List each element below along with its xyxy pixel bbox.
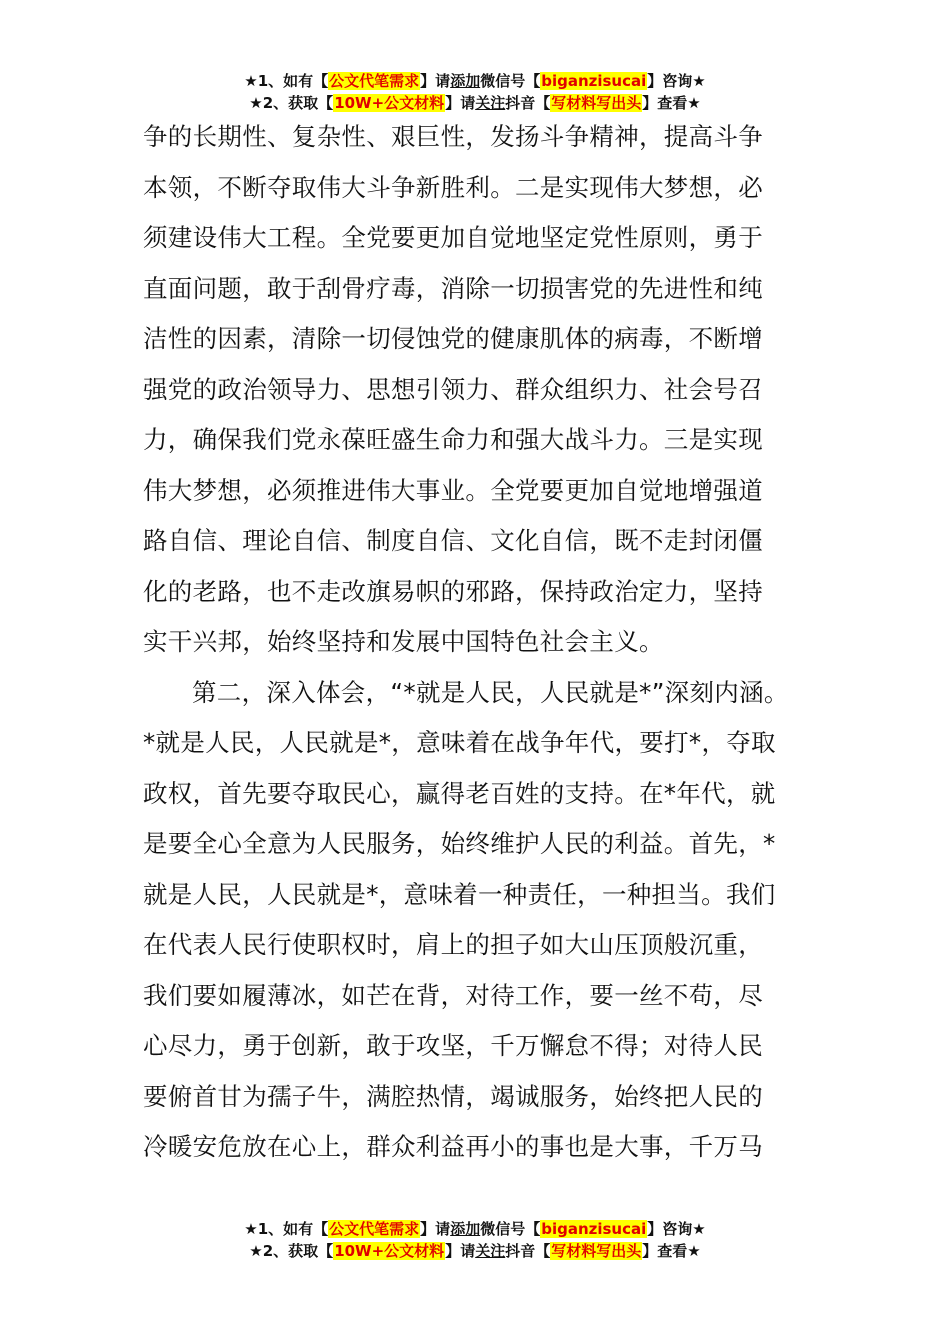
banner-line-1 (0, 70, 950, 92)
body-line: 强党的政治领导力、思想引领力、群众组织力、社会号召 (143, 374, 763, 404)
highlight-service: 公文代笔需求 (329, 72, 420, 90)
banner-text: 】请 (420, 72, 451, 90)
underline-add: 添加 (450, 72, 481, 90)
underline-follow: 关注 (475, 94, 506, 112)
banner-text: ★2、获取【 (249, 1242, 334, 1260)
underline-add: 添加 (450, 1220, 481, 1238)
body-line: 实干兴邦，始终坚持和发展中国特色社会主义。 (143, 627, 664, 656)
body-line: 洁性的因素，清除一切侵蚀党的健康肌体的病毒，不断增 (143, 324, 763, 353)
banner-text: 微信号【 (480, 1220, 541, 1238)
body-line: 我们要如履薄冰，如芒在背，对待工作，要一丝不苟，尽 (143, 980, 763, 1010)
banner-line-1 (0, 1218, 950, 1240)
body-line: 直面问题，敢于刮骨疗毒，消除一切损害党的先进性和纯 (143, 273, 763, 303)
highlight-service: 公文代笔需求 (329, 1220, 420, 1238)
banner-text: 】查看★ (642, 94, 701, 112)
banner-text: 】请 (445, 94, 476, 112)
underline-follow: 关注 (475, 1242, 506, 1260)
banner-text: 抖音【 (505, 1242, 551, 1260)
body-line: 心尽力，勇于创新，敢于攻坚，千万懈怠不得；对待人民 (143, 1031, 763, 1060)
banner-text: ★1、如有【 (244, 1220, 329, 1238)
banner-line-2 (0, 92, 950, 114)
body-line: 政权，首先要夺取民心，赢得老百姓的支持。在*年代，就 (143, 778, 776, 808)
banner-text: 】请 (445, 1242, 476, 1260)
body-line: 本领，不断夺取伟大斗争新胜利。二是实现伟大梦想，必 (143, 172, 763, 202)
banner-text: 抖音【 (505, 94, 551, 112)
body-line: 是要全心全意为人民服务，始终维护人民的利益。首先，* (143, 829, 776, 858)
banner-text: 】咨询★ (647, 1220, 706, 1238)
header-banner (0, 70, 950, 114)
highlight-materials: 10W+公文材料 (334, 1242, 445, 1260)
highlight-materials: 10W+公文材料 (334, 94, 445, 112)
highlight-douyin-account: 写材料写出头 (551, 1242, 642, 1260)
body-line: 伟大梦想，必须推进伟大事业。全党要更加自觉地增强道 (143, 475, 763, 505)
banner-text: ★1、如有【 (244, 72, 329, 90)
body-line: *就是人民，人民就是*，意味着在战争年代，要打*，夺取 (143, 728, 776, 757)
body-line: 化的老路，也不走改旗易帜的邪路，保持政治定力，坚持 (143, 576, 763, 606)
footer-banner (0, 1218, 950, 1262)
document-body (143, 112, 813, 1173)
banner-text: ★2、获取【 (249, 94, 334, 112)
body-line: 就是人民，人民就是*，意味着一种责任，一种担当。我们 (143, 879, 776, 909)
body-line: 要俯首甘为孺子牛，满腔热情，竭诚服务，始终把人民的 (143, 1081, 763, 1111)
body-line: 争的长期性、复杂性、艰巨性，发扬斗争精神，提高斗争 (143, 122, 763, 151)
highlight-wechat-id: biganzisucai (541, 72, 647, 90)
body-line: 力，确保我们党永葆旺盛生命力和强大战斗力。三是实现 (143, 425, 763, 454)
highlight-wechat-id: biganzisucai (541, 1220, 647, 1238)
banner-text: 微信号【 (480, 72, 541, 90)
body-line: 路自信、理论自信、制度自信、文化自信，既不走封闭僵 (143, 526, 763, 555)
body-line: 须建设伟大工程。全党要更加自觉地坚定党性原则，勇于 (143, 223, 763, 252)
banner-text: 】请 (420, 1220, 451, 1238)
highlight-douyin-account: 写材料写出头 (551, 94, 642, 112)
banner-line-2 (0, 1240, 950, 1262)
body-line: 冷暖安危放在心上，群众利益再小的事也是大事，千万马 (143, 1132, 763, 1161)
section-heading-line: 第二，深入体会，“*就是人民，人民就是*”深刻内涵。 (192, 677, 789, 707)
banner-text: 】咨询★ (647, 72, 706, 90)
banner-text: 】查看★ (642, 1242, 701, 1260)
body-line: 在代表人民行使职权时，肩上的担子如大山压顶般沉重， (143, 930, 763, 959)
